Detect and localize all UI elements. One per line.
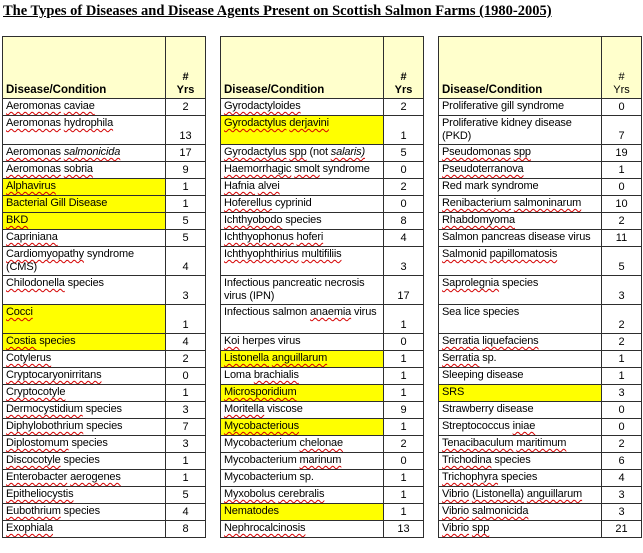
table-row — [3, 504, 206, 521]
table-row — [439, 196, 642, 213]
table-row — [221, 334, 424, 351]
disease-name-cell: Epitheliocystis — [3, 487, 166, 504]
table-row — [439, 453, 642, 470]
disease-name-cell: Ichthyobodo species — [221, 213, 384, 230]
table-row — [3, 402, 206, 419]
disease-name-cell: Salmonid papillomatosis — [439, 247, 602, 276]
table-row — [221, 179, 424, 196]
yrs-value-cell: 1 — [602, 162, 642, 179]
yrs-value-cell: 1 — [384, 385, 424, 402]
yrs-value-cell: 3 — [602, 487, 642, 504]
disease-name-cell: Eubothrium species — [3, 504, 166, 521]
yrs-value-cell: 3 — [166, 276, 206, 305]
disease-name-cell: Saprolegnia species — [439, 276, 602, 305]
disease-name-cell: Nephrocalcinosis — [221, 521, 384, 538]
disease-name-cell: Strawberry disease — [439, 402, 602, 419]
disease-name-cell: Infectious salmon anaemia virus — [221, 305, 384, 334]
yrs-value-cell: 1 — [384, 419, 424, 436]
yrs-value-cell: 0 — [384, 162, 424, 179]
yrs-value-cell: 4 — [166, 334, 206, 351]
yrs-value-cell: 17 — [384, 276, 424, 305]
disease-name-cell: Red mark syndrome — [439, 179, 602, 196]
header-row — [221, 37, 424, 99]
disease-condition-header: Disease/Condition — [439, 37, 602, 99]
table-row — [221, 276, 424, 305]
tables-container — [2, 36, 643, 538]
yrs-value-cell: 1 — [166, 179, 206, 196]
yrs-header: # Yrs — [602, 37, 642, 99]
yrs-header: # Yrs — [166, 37, 206, 99]
yrs-value-cell: 4 — [602, 470, 642, 487]
yrs-value-cell: 5 — [166, 487, 206, 504]
yrs-value-cell: 0 — [384, 196, 424, 213]
table-row — [221, 247, 424, 276]
table-row — [3, 521, 206, 538]
table-row — [221, 470, 424, 487]
table-row — [3, 99, 206, 116]
table-row — [221, 116, 424, 145]
yrs-value-cell: 3 — [602, 504, 642, 521]
yrs-value-cell: 5 — [166, 230, 206, 247]
table-row — [439, 179, 642, 196]
disease-name-cell: Haemorrhagic smolt syndrome — [221, 162, 384, 179]
disease-name-cell: Aeromonas hydrophila — [3, 116, 166, 145]
table-row — [3, 213, 206, 230]
table-row — [439, 436, 642, 453]
yrs-value-cell: 0 — [602, 99, 642, 116]
table-row — [221, 521, 424, 538]
disease-name-cell: Mycobacterium sp. — [221, 470, 384, 487]
disease-name-cell: Pseudoterranova — [439, 162, 602, 179]
disease-name-cell: Proliferative gill syndrome — [439, 99, 602, 116]
disease-name-cell: Mycobacterium chelonae — [221, 436, 384, 453]
table-row — [439, 116, 642, 145]
disease-name-cell: Rhabdomyoma — [439, 213, 602, 230]
disease-name-cell: Vibrio salmonicida — [439, 504, 602, 521]
table-row — [439, 419, 642, 436]
disease-name-cell: Bacterial Gill Disease — [3, 196, 166, 213]
yrs-value-cell: 2 — [384, 436, 424, 453]
disease-name-cell: Serratia liquefaciens — [439, 334, 602, 351]
disease-name-cell: Trichodina species — [439, 453, 602, 470]
table-row — [221, 487, 424, 504]
table-row — [221, 385, 424, 402]
yrs-value-cell: 1 — [166, 196, 206, 213]
table-row — [221, 351, 424, 368]
table-row — [3, 247, 206, 276]
disease-name-cell: Nematodes — [221, 504, 384, 521]
yrs-value-cell: 9 — [384, 402, 424, 419]
yrs-value-cell: 1 — [166, 470, 206, 487]
yrs-value-cell: 4 — [166, 247, 206, 276]
header-row — [439, 37, 642, 99]
disease-name-cell: Chilodonella species — [3, 276, 166, 305]
yrs-value-cell: 5 — [602, 247, 642, 276]
yrs-value-cell: 1 — [384, 368, 424, 385]
disease-name-cell: Vibrio (Listonella) anguillarum — [439, 487, 602, 504]
disease-table-3 — [438, 36, 642, 538]
yrs-value-cell: 3 — [602, 276, 642, 305]
table-row — [221, 162, 424, 179]
yrs-value-cell: 1 — [384, 351, 424, 368]
disease-name-cell: Discocotyle species — [3, 453, 166, 470]
header-row — [3, 37, 206, 99]
yrs-value-cell: 3 — [602, 385, 642, 402]
disease-name-cell: Salmon pancreas disease virus — [439, 230, 602, 247]
yrs-value-cell: 2 — [602, 305, 642, 334]
yrs-value-cell: 0 — [384, 334, 424, 351]
yrs-value-cell: 2 — [602, 213, 642, 230]
yrs-value-cell: 1 — [384, 305, 424, 334]
disease-name-cell: Ichthyophthirius multifiliis — [221, 247, 384, 276]
disease-name-cell: Aeromonas salmonicida — [3, 145, 166, 162]
disease-name-cell: Alphavirus — [3, 179, 166, 196]
yrs-value-cell: 13 — [166, 116, 206, 145]
table-row — [3, 334, 206, 351]
yrs-value-cell: 1 — [166, 385, 206, 402]
table-row — [3, 419, 206, 436]
disease-name-cell: Tenacibaculum maritimum — [439, 436, 602, 453]
table-row — [3, 162, 206, 179]
table-row — [3, 116, 206, 145]
yrs-value-cell: 13 — [384, 521, 424, 538]
disease-name-cell: Cocci — [3, 305, 166, 334]
yrs-value-cell: 1 — [384, 504, 424, 521]
disease-name-cell: Enterobacter aerogenes — [3, 470, 166, 487]
table-row — [221, 453, 424, 470]
disease-name-cell: Vibrio spp — [439, 521, 602, 538]
table-row — [439, 162, 642, 179]
yrs-value-cell: 2 — [602, 436, 642, 453]
yrs-value-cell: 1 — [384, 470, 424, 487]
table-row — [439, 247, 642, 276]
yrs-value-cell: 5 — [166, 213, 206, 230]
table-row — [439, 402, 642, 419]
table-row — [221, 213, 424, 230]
yrs-value-cell: 3 — [166, 436, 206, 453]
disease-table-1 — [2, 36, 206, 538]
disease-condition-header: Disease/Condition — [3, 37, 166, 99]
disease-name-cell: Renibacterium salmoninarum — [439, 196, 602, 213]
disease-name-cell: Proliferative kidney disease (PKD) — [439, 116, 602, 145]
yrs-value-cell: 17 — [166, 145, 206, 162]
table-row — [221, 436, 424, 453]
yrs-value-cell: 8 — [384, 213, 424, 230]
disease-name-cell: Diphylobothrium species — [3, 419, 166, 436]
yrs-value-cell: 2 — [602, 334, 642, 351]
disease-name-cell: Streptococcus iniae — [439, 419, 602, 436]
yrs-value-cell: 0 — [602, 402, 642, 419]
disease-name-cell: Moritella viscose — [221, 402, 384, 419]
yrs-value-cell: 3 — [384, 247, 424, 276]
table-row — [439, 99, 642, 116]
disease-name-cell: Dermocystidium species — [3, 402, 166, 419]
yrs-value-cell: 11 — [602, 230, 642, 247]
disease-name-cell: Sleeping disease — [439, 368, 602, 385]
table-row — [3, 230, 206, 247]
disease-name-cell: Costia species — [3, 334, 166, 351]
disease-name-cell: Koi herpes virus — [221, 334, 384, 351]
disease-name-cell: Loma brachialis — [221, 368, 384, 385]
table-row — [221, 99, 424, 116]
table-row — [439, 487, 642, 504]
yrs-header: # Yrs — [384, 37, 424, 99]
table-row — [439, 351, 642, 368]
disease-name-cell: Sea lice species — [439, 305, 602, 334]
table-row — [221, 419, 424, 436]
yrs-value-cell: 0 — [166, 368, 206, 385]
disease-name-cell: Myxobolus cerebralis — [221, 487, 384, 504]
disease-name-cell: Hafnia alvei — [221, 179, 384, 196]
table-row — [439, 334, 642, 351]
yrs-value-cell: 9 — [166, 162, 206, 179]
table-row — [3, 351, 206, 368]
yrs-value-cell: 3 — [166, 402, 206, 419]
yrs-value-cell: 19 — [602, 145, 642, 162]
page-title: The Types of Diseases and Disease Agents Present on Scottish Salmon Farms (1980-2005) — [3, 3, 552, 19]
disease-name-cell: Hoferellus cyprinid — [221, 196, 384, 213]
table-row — [221, 305, 424, 334]
disease-name-cell: BKD — [3, 213, 166, 230]
yrs-value-cell: 8 — [166, 521, 206, 538]
disease-name-cell: Ichthyophonus hoferi — [221, 230, 384, 247]
table-row — [221, 230, 424, 247]
table-row — [221, 504, 424, 521]
disease-name-cell: Trichophyra species — [439, 470, 602, 487]
disease-name-cell: Aeromonas caviae — [3, 99, 166, 116]
yrs-value-cell: 21 — [602, 521, 642, 538]
table-row — [439, 368, 642, 385]
yrs-value-cell: 5 — [384, 145, 424, 162]
table-row — [3, 436, 206, 453]
disease-name-cell: Gyrodactyloides — [221, 99, 384, 116]
table-row — [439, 230, 642, 247]
yrs-value-cell: 1 — [384, 487, 424, 504]
yrs-value-cell: 0 — [602, 179, 642, 196]
yrs-value-cell: 1 — [166, 453, 206, 470]
table-row — [3, 385, 206, 402]
yrs-value-cell: 2 — [166, 99, 206, 116]
yrs-value-cell: 1 — [602, 368, 642, 385]
table-row — [3, 145, 206, 162]
disease-name-cell: SRS — [439, 385, 602, 402]
disease-name-cell: Cryptocotyle — [3, 385, 166, 402]
yrs-value-cell: 4 — [166, 504, 206, 521]
table-row — [221, 145, 424, 162]
table-row — [3, 305, 206, 334]
table-row — [439, 145, 642, 162]
yrs-value-cell: 1 — [166, 305, 206, 334]
disease-name-cell: Gyrodactylus spp (not salaris) — [221, 145, 384, 162]
disease-name-cell: Microsporidium — [221, 385, 384, 402]
disease-name-cell: Cryptocaryonirritans — [3, 368, 166, 385]
yrs-value-cell: 2 — [384, 99, 424, 116]
yrs-value-cell: 1 — [384, 116, 424, 145]
yrs-value-cell: 0 — [602, 419, 642, 436]
yrs-value-cell: 2 — [384, 179, 424, 196]
table-row — [3, 453, 206, 470]
disease-name-cell: Gyrodactylus derjavini — [221, 116, 384, 145]
table-row — [3, 470, 206, 487]
table-row — [439, 385, 642, 402]
disease-name-cell: Cardiomyopathy syndrome (CMS) — [3, 247, 166, 276]
disease-name-cell: Mycobacterious — [221, 419, 384, 436]
table-row — [3, 276, 206, 305]
table-row — [439, 213, 642, 230]
yrs-value-cell: 1 — [602, 351, 642, 368]
table-row — [221, 402, 424, 419]
table-row — [221, 368, 424, 385]
table-row — [439, 521, 642, 538]
disease-name-cell: Capriniana — [3, 230, 166, 247]
yrs-value-cell: 4 — [384, 230, 424, 247]
disease-table-2 — [220, 36, 424, 538]
disease-name-cell: Aeromonas sobria — [3, 162, 166, 179]
table-row — [439, 305, 642, 334]
disease-name-cell: Exophiala — [3, 521, 166, 538]
table-row — [3, 487, 206, 504]
disease-name-cell: Pseudomonas spp — [439, 145, 602, 162]
yrs-value-cell: 10 — [602, 196, 642, 213]
disease-condition-header: Disease/Condition — [221, 37, 384, 99]
table-row — [439, 276, 642, 305]
yrs-value-cell: 7 — [166, 419, 206, 436]
disease-name-cell: Listonella anguillarum — [221, 351, 384, 368]
disease-name-cell: Infectious pancreatic necrosis virus (IPN) — [221, 276, 384, 305]
table-row — [221, 196, 424, 213]
table-row — [3, 196, 206, 213]
table-row — [439, 470, 642, 487]
yrs-value-cell: 7 — [602, 116, 642, 145]
disease-name-cell: Diplostomum species — [3, 436, 166, 453]
disease-name-cell: Cotylerus — [3, 351, 166, 368]
yrs-value-cell: 6 — [602, 453, 642, 470]
table-row — [3, 179, 206, 196]
table-row — [439, 504, 642, 521]
yrs-value-cell: 0 — [384, 453, 424, 470]
disease-name-cell: Mycobacterium marinum — [221, 453, 384, 470]
yrs-value-cell: 2 — [166, 351, 206, 368]
table-row — [3, 368, 206, 385]
disease-name-cell: Serratia sp. — [439, 351, 602, 368]
